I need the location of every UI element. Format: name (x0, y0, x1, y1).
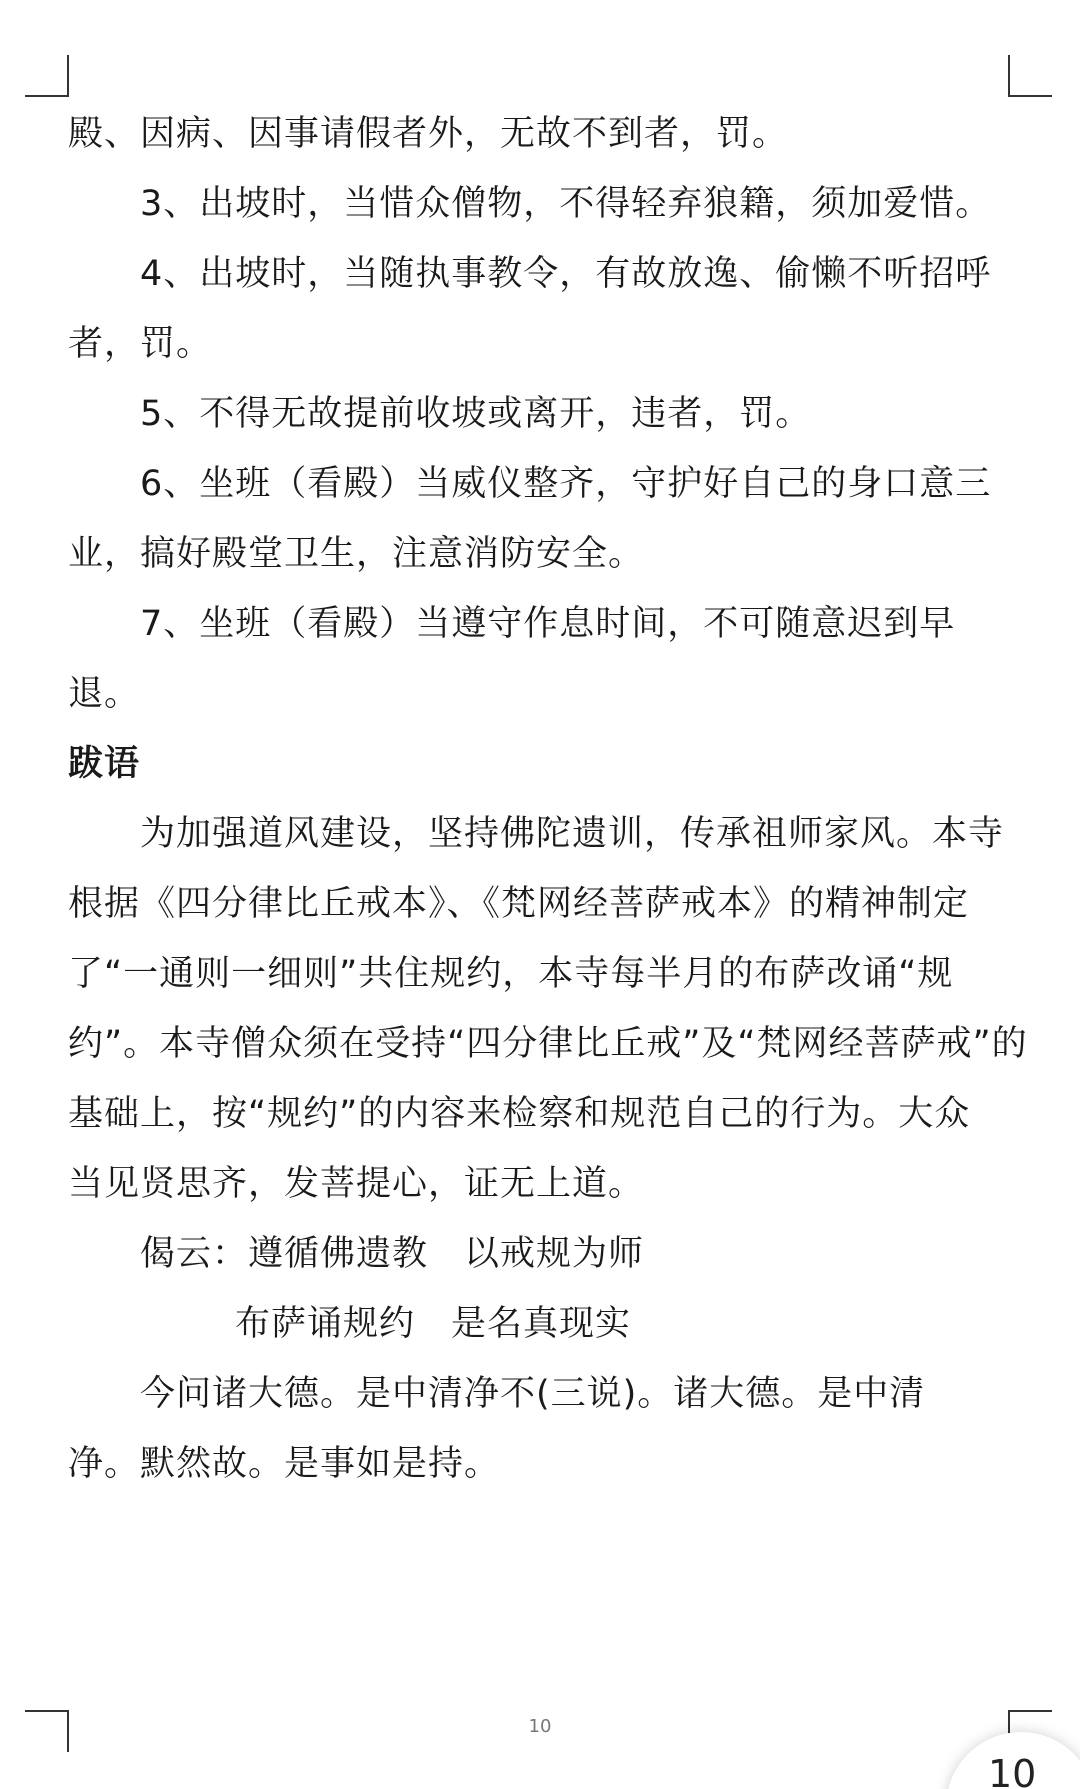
crop-mark-bottom-right-horizontal (1008, 1710, 1052, 1712)
text-line: 了“一通则一细则”共住规约，本寺每半月的布萨改诵“规 (68, 954, 954, 994)
crop-mark-bottom-left-horizontal (25, 1710, 69, 1712)
text-line: 约”。本寺僧众须在受持“四分律比丘戒”及“梵网经菩萨戒”的 (68, 1024, 1028, 1064)
text-line: 7、坐班（看殿）当遵守作息时间，不可随意迟到早 (140, 604, 956, 644)
crop-mark-top-right-horizontal (1008, 95, 1052, 97)
text-line: 5、不得无故提前收坡或离开，违者，罚。 (140, 394, 812, 434)
text-line: 殿、因病、因事请假者外，无故不到者，罚。 (68, 114, 789, 154)
text-line: 业，搞好殿堂卫生，注意消防安全。 (68, 534, 645, 574)
crop-mark-top-left-vertical (67, 55, 69, 97)
text-line: 退。 (68, 674, 141, 714)
text-line: 为加强道风建设，坚持佛陀遗训，传承祖师家风。本寺 (140, 814, 1005, 854)
verse-line: 布萨诵规约 是名真现实 (235, 1304, 632, 1344)
footer-page-number: 10 (528, 1716, 552, 1737)
text-line: 者，罚。 (68, 324, 213, 364)
text-line: 基础上，按“规约”的内容来检察和规范自己的行为。大众 (68, 1094, 971, 1134)
text-line: 6、坐班（看殿）当威仪整齐，守护好自己的身口意三 (140, 464, 992, 504)
crop-mark-top-left-horizontal (25, 95, 69, 97)
page-indicator-number: 10 (988, 1752, 1037, 1789)
text-line: 根据《四分律比丘戒本》、《梵网经菩萨戒本》的精神制定 (68, 884, 970, 924)
text-line: 3、出坡时，当惜众僧物，不得轻弃狼籍，须加爱惜。 (140, 184, 992, 224)
text-line: 当见贤思齐，发菩提心，证无上道。 (68, 1164, 645, 1204)
text-line: 净。默然故。是事如是持。 (68, 1444, 501, 1484)
crop-mark-top-right-vertical (1008, 55, 1010, 97)
text-line: 4、出坡时，当随执事教令，有故放逸、偷懒不听招呼 (140, 254, 992, 294)
verse-line: 偈云：遵循佛遗教 以戒规为师 (140, 1234, 645, 1274)
section-heading: 跋语 (68, 744, 141, 784)
text-line: 今问诸大德。是中清净不(三说)。诸大德。是中清 (140, 1374, 926, 1414)
